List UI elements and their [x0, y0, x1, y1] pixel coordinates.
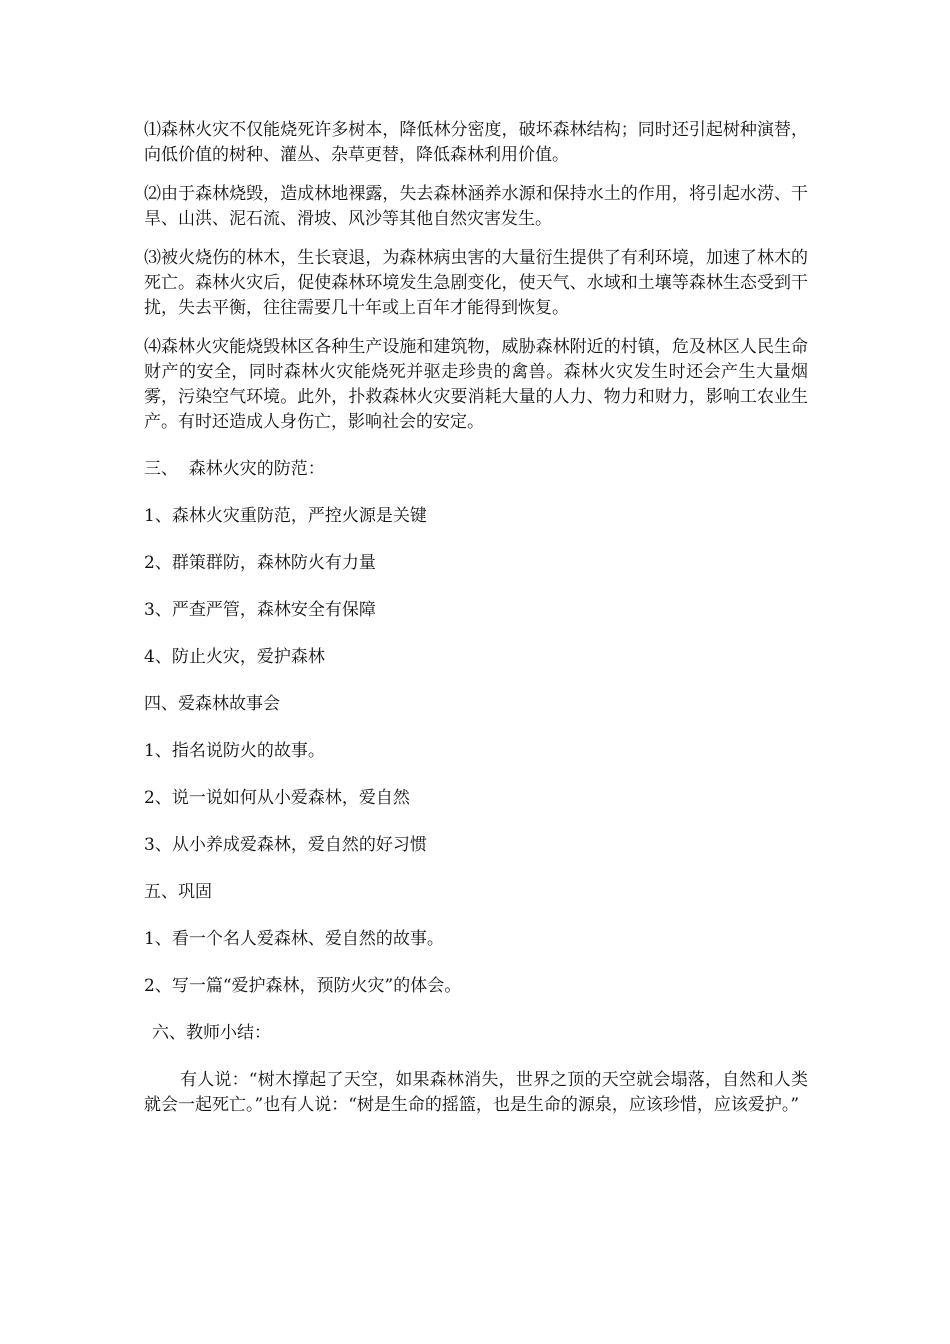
- list-item: 2、群策群防，森林防火有力量: [144, 553, 376, 573]
- paragraph-4: ⑷森林火灾能烧毁林区各种生产设施和建筑物，威胁森林附近的村镇，危及林区人民生命财产的安全，同时森林火灾能烧死并驱走珍贵的禽兽。森林火灾发生时还会产生大量烟雾，污染空气环境。此外，扑救森林火灾要消耗大量的人力、物力和财力，影响工农业生产。有时还造成人身伤亡，影响社会的安定。: [144, 337, 808, 432]
- list-item: 1、指名说防火的故事。: [144, 741, 325, 761]
- list-item: 2、写一篇“爱护森林，预防火灾”的体会。: [144, 976, 462, 996]
- section-5-heading: 五、巩固: [144, 882, 212, 902]
- summary-paragraph: 有人说：“树木撑起了天空，如果森林消失，世界之顶的天空就会塌落，自然和人类就会一起死亡。”也有人说：“树是生命的摇篮，也是生命的源泉，应该珍惜，应该爱护。”: [144, 1070, 808, 1115]
- list-item: 4、防止火灾，爱护森林: [144, 647, 325, 667]
- paragraph-2: ⑵由于森林烧毁，造成林地裸露，失去森林涵养水源和保持水土的作用，将引起水涝、干旱、山洪、泥石流、滑坡、风沙等其他自然灾害发生。: [144, 184, 808, 229]
- section-3-heading: 三、 森林火灾的防范：: [144, 459, 325, 479]
- list-item: 2、说一说如何从小爱森林，爱自然: [144, 788, 410, 808]
- list-item: 1、森林火灾重防范，严控火源是关键: [144, 506, 427, 526]
- paragraph-1: ⑴森林火灾不仅能烧死许多树本，降低林分密度，破坏森林结构；同时还引起树种演替，向低价值的树种、灌丛、杂草更替，降低森林利用价值。: [144, 120, 808, 165]
- document-page: [144, 118, 808, 1132]
- section-4-heading: 四、爱森林故事会: [144, 694, 280, 714]
- paragraph-3: ⑶被火烧伤的林木，生长衰退，为森林病虫害的大量衍生提供了有利环境，加速了林木的死亡。森林火灾后，促使森林环境发生急剧变化，使天气、水域和土壤等森林生态受到干扰，失去平衡，往往需要几十年或上百年才能得到恢复。: [144, 248, 808, 318]
- section-6-heading: 六、教师小结：: [152, 1023, 271, 1043]
- list-item: 3、严查严管，森林安全有保障: [144, 600, 376, 620]
- list-item: 1、看一个名人爱森林、爱自然的故事。: [144, 929, 444, 949]
- list-item: 3、从小养成爱森林，爱自然的好习惯: [144, 835, 427, 855]
